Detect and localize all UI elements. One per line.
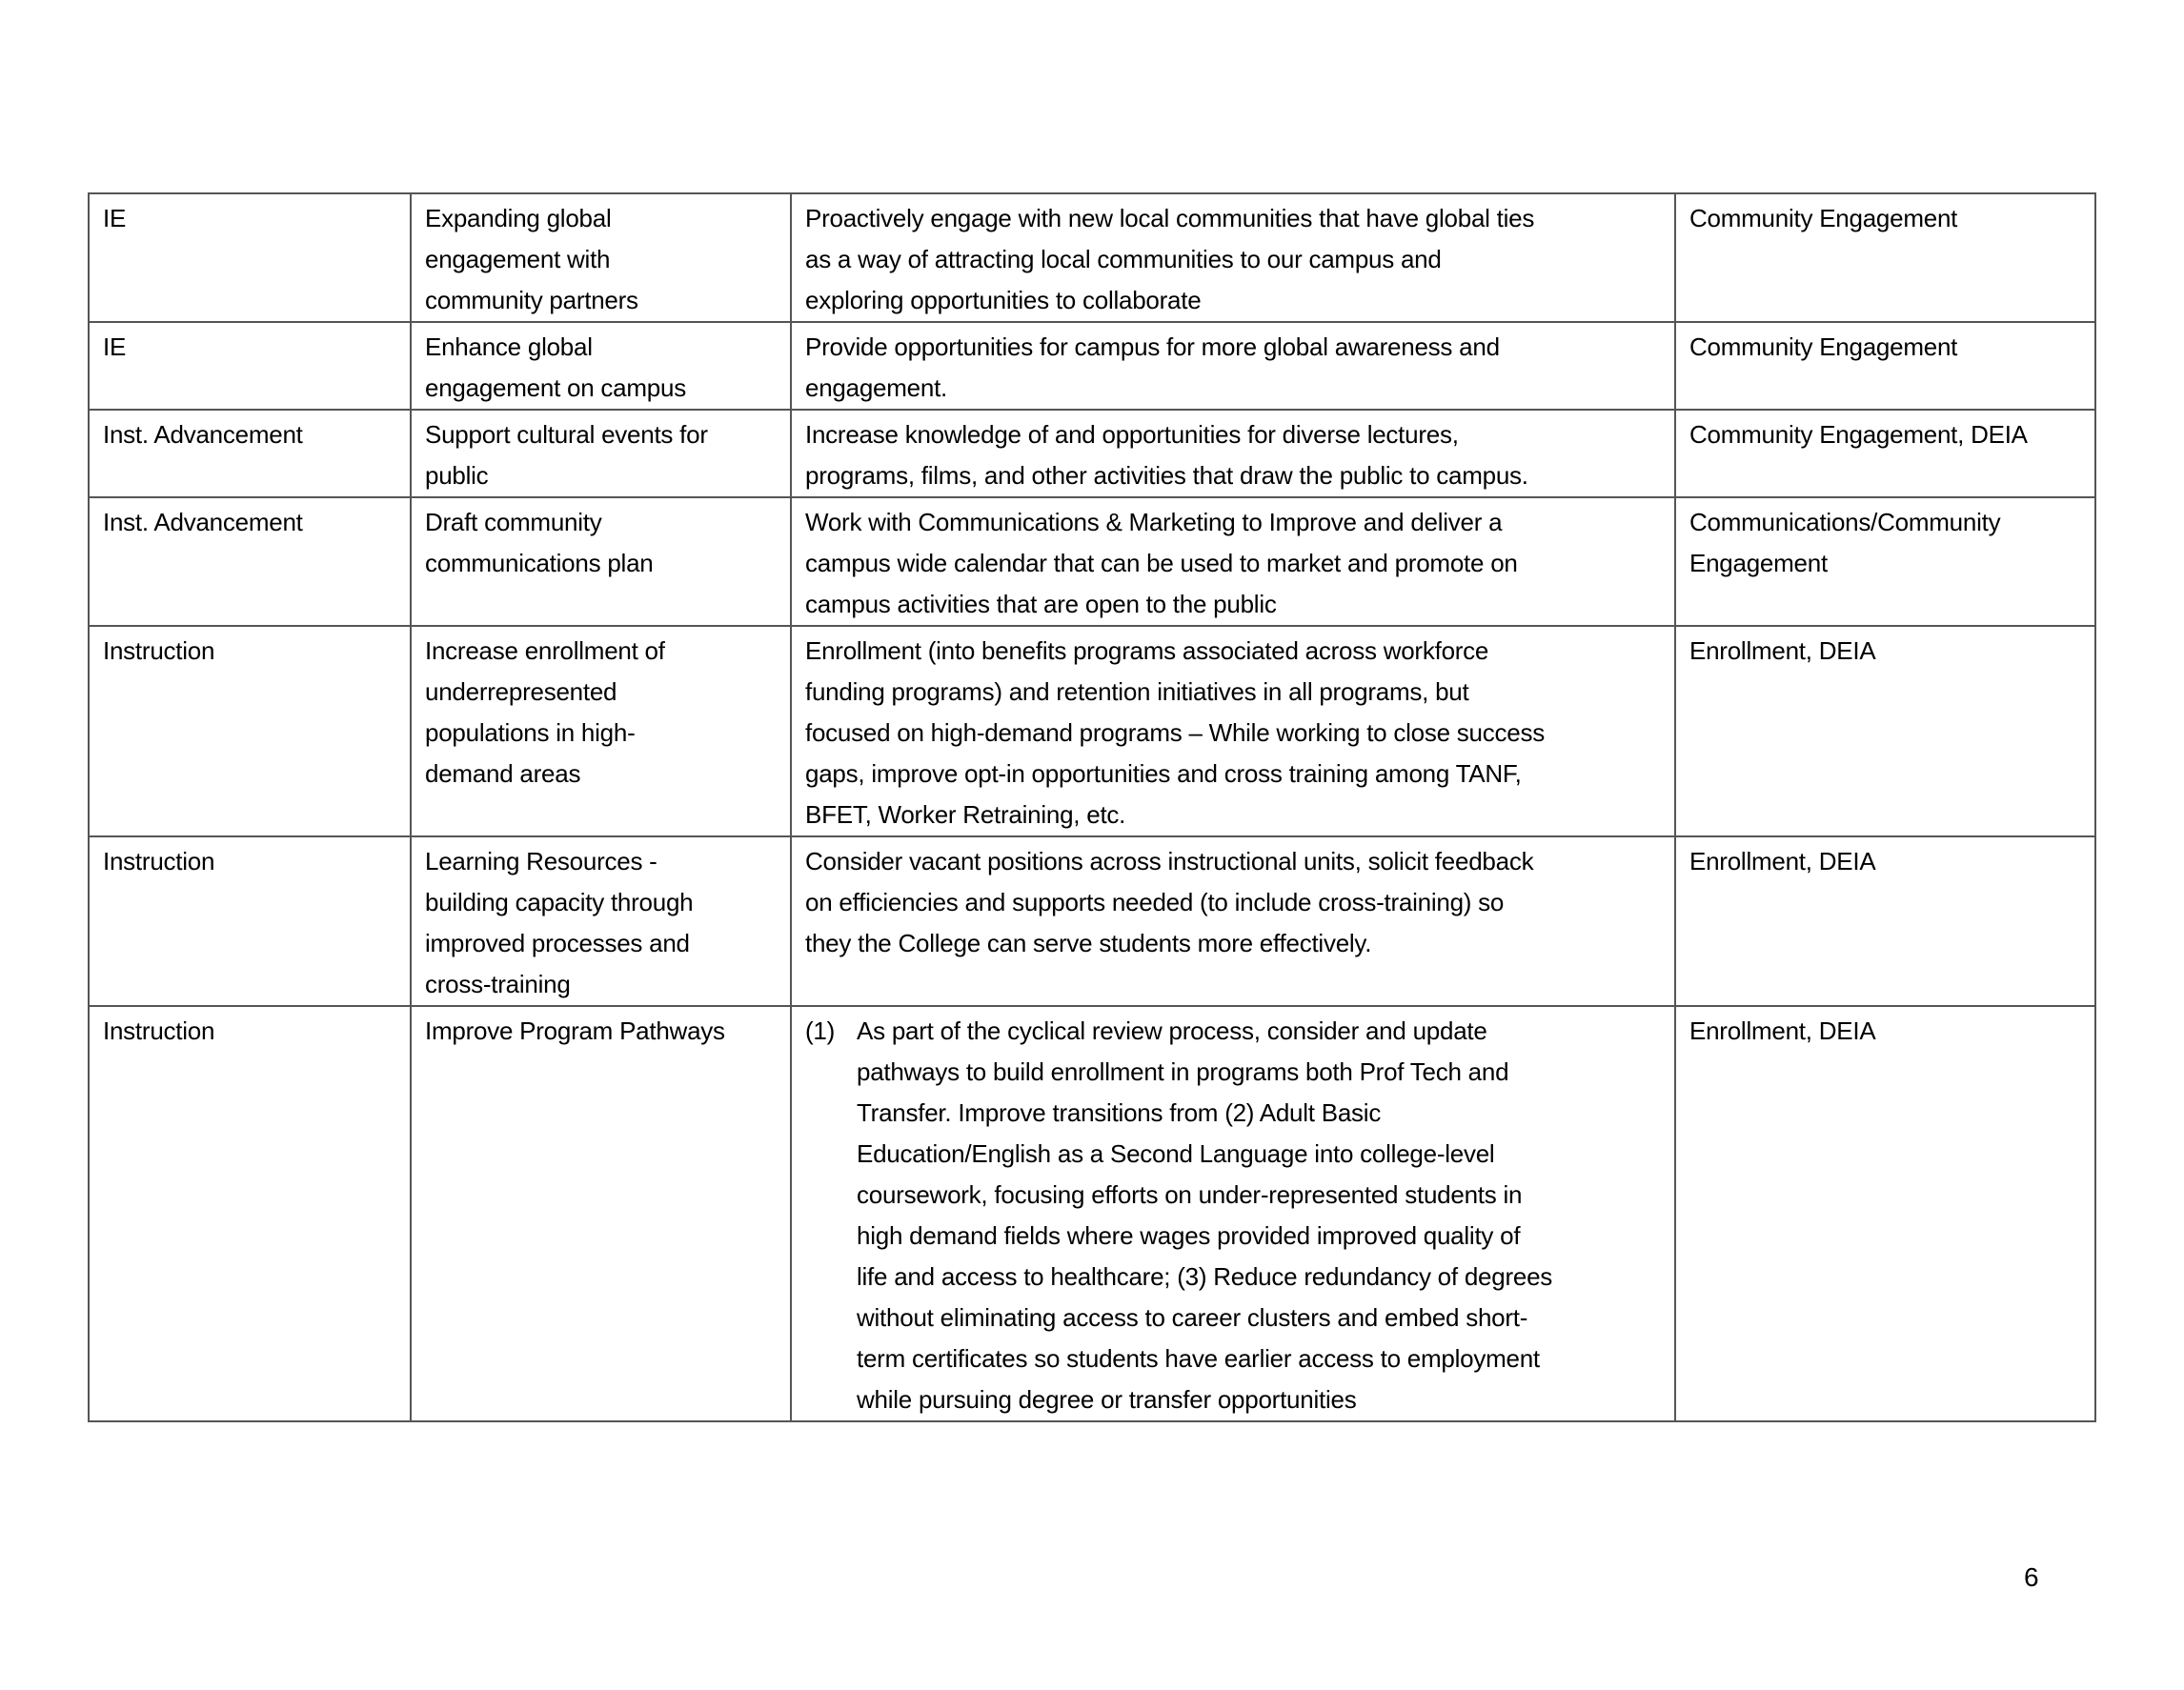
- text-line: Increase enrollment of: [425, 636, 665, 665]
- text-line: they the College can serve students more effectively.: [805, 929, 1372, 957]
- description-cell: [791, 322, 1675, 410]
- table-row: [89, 410, 2095, 497]
- text-line: Increase knowledge of and opportunities for diverse lectures,: [805, 420, 1459, 449]
- table-row: [89, 193, 2095, 322]
- text-line: Learning Resources -: [425, 847, 657, 875]
- text-line: communications plan: [425, 549, 654, 577]
- text-line: Instruction: [103, 847, 215, 875]
- unit-cell: [89, 836, 411, 1006]
- text-line: IE: [103, 332, 127, 361]
- description-cell: [791, 497, 1675, 626]
- text-line: Work with Communications & Marketing to Improve and deliver a: [805, 508, 1503, 536]
- text-line: Enrollment, DEIA: [1689, 1016, 1876, 1045]
- text-line: on efficiencies and supports needed (to include cross-training) so: [805, 888, 1505, 916]
- text-line: Community Engagement, DEIA: [1689, 420, 2028, 449]
- theme-cell: [1675, 193, 2095, 322]
- text-line: Consider vacant positions across instructional units, solicit feedback: [805, 847, 1534, 875]
- text-line: engagement with: [425, 245, 611, 273]
- text-line: Enrollment (into benefits programs associated across workforce: [805, 636, 1489, 665]
- goal-cell: [411, 410, 791, 497]
- text-line: engagement.: [805, 373, 948, 402]
- table-body: [89, 193, 2095, 1421]
- text-line: BFET, Worker Retraining, etc.: [805, 800, 1126, 829]
- description-cell: [791, 410, 1675, 497]
- text-line: Transfer. Improve transitions from (2) Adult Basic: [857, 1098, 1382, 1127]
- goal-cell: [411, 626, 791, 836]
- text-line: programs, films, and other activities that draw the public to campus.: [805, 461, 1528, 490]
- text-line: while pursuing degree or transfer opportunities: [857, 1385, 1357, 1414]
- unit-cell: [89, 322, 411, 410]
- theme-cell: [1675, 836, 2095, 1006]
- goal-cell: [411, 836, 791, 1006]
- text-line: Expanding global: [425, 204, 612, 232]
- text-line: IE: [103, 204, 127, 232]
- text-line: Enrollment, DEIA: [1689, 636, 1876, 665]
- text-line: Provide opportunities for campus for more global awareness and: [805, 332, 1500, 361]
- text-line: Enhance global: [425, 332, 593, 361]
- text-line: exploring opportunities to collaborate: [805, 286, 1202, 314]
- text-line: Improve Program Pathways: [425, 1016, 725, 1045]
- text-line: building capacity through: [425, 888, 694, 916]
- description-cell: [791, 193, 1675, 322]
- theme-cell: [1675, 410, 2095, 497]
- unit-cell: [89, 497, 411, 626]
- text-line: as a way of attracting local communities to our campus and: [805, 245, 1442, 273]
- theme-cell: [1675, 1006, 2095, 1421]
- numbered-list-item: [805, 1011, 1663, 1420]
- text-line: Communications/Community: [1689, 508, 2001, 536]
- theme-cell: [1675, 322, 2095, 410]
- text-line: pathways to build enrollment in programs both Prof Tech and: [857, 1057, 1509, 1086]
- table-row: [89, 1006, 2095, 1421]
- text-line: campus wide calendar that can be used to market and promote on: [805, 549, 1518, 577]
- text-line: campus activities that are open to the public: [805, 590, 1277, 618]
- text-line: high demand fields where wages provided improved quality of: [857, 1221, 1521, 1250]
- unit-cell: [89, 193, 411, 322]
- text-line: without eliminating access to career clusters and embed short-: [857, 1303, 1528, 1332]
- description-cell: [791, 626, 1675, 836]
- text-line: Engagement: [1689, 549, 1828, 577]
- list-marker: (1): [805, 1016, 836, 1045]
- theme-cell: [1675, 626, 2095, 836]
- text-line: Inst. Advancement: [103, 508, 303, 536]
- text-line: underrepresented: [425, 677, 617, 706]
- text-line: As part of the cyclical review process, consider and update: [857, 1016, 1487, 1045]
- text-line: improved processes and: [425, 929, 690, 957]
- text-line: Community Engagement: [1689, 332, 1958, 361]
- description-cell: [791, 1006, 1675, 1421]
- text-line: Draft community: [425, 508, 602, 536]
- text-line: Community Engagement: [1689, 204, 1958, 232]
- text-line: term certificates so students have earlier access to employment: [857, 1344, 1540, 1373]
- text-line: funding programs) and retention initiatives in all programs, but: [805, 677, 1469, 706]
- theme-cell: [1675, 497, 2095, 626]
- text-line: Enrollment, DEIA: [1689, 847, 1876, 875]
- text-line: coursework, focusing efforts on under-represented students in: [857, 1180, 1523, 1209]
- text-line: Education/English as a Second Language into college-level: [857, 1139, 1495, 1168]
- goal-cell: [411, 322, 791, 410]
- text-line: life and access to healthcare; (3) Reduce redundancy of degrees: [857, 1262, 1553, 1291]
- strategic-plan-table: [88, 192, 2096, 1422]
- page-number: 6: [2024, 1562, 2039, 1592]
- unit-cell: [89, 626, 411, 836]
- table-row: [89, 497, 2095, 626]
- goal-cell: [411, 1006, 791, 1421]
- description-cell: [791, 836, 1675, 1006]
- text-line: Instruction: [103, 1016, 215, 1045]
- text-line: community partners: [425, 286, 638, 314]
- text-line: Inst. Advancement: [103, 420, 303, 449]
- goal-cell: [411, 193, 791, 322]
- text-line: populations in high-: [425, 718, 636, 747]
- text-line: engagement on campus: [425, 373, 686, 402]
- text-line: focused on high-demand programs – While working to close success: [805, 718, 1545, 747]
- text-line: Proactively engage with new local communities that have global ties: [805, 204, 1535, 232]
- text-line: public: [425, 461, 489, 490]
- table-row: [89, 626, 2095, 836]
- table-row: [89, 322, 2095, 410]
- unit-cell: [89, 1006, 411, 1421]
- text-line: Support cultural events for: [425, 420, 708, 449]
- text-line: cross-training: [425, 970, 571, 998]
- unit-cell: [89, 410, 411, 497]
- text-line: Instruction: [103, 636, 215, 665]
- goal-cell: [411, 497, 791, 626]
- table-row: [89, 836, 2095, 1006]
- text-line: demand areas: [425, 759, 581, 788]
- text-line: gaps, improve opt-in opportunities and cross training among TANF,: [805, 759, 1522, 788]
